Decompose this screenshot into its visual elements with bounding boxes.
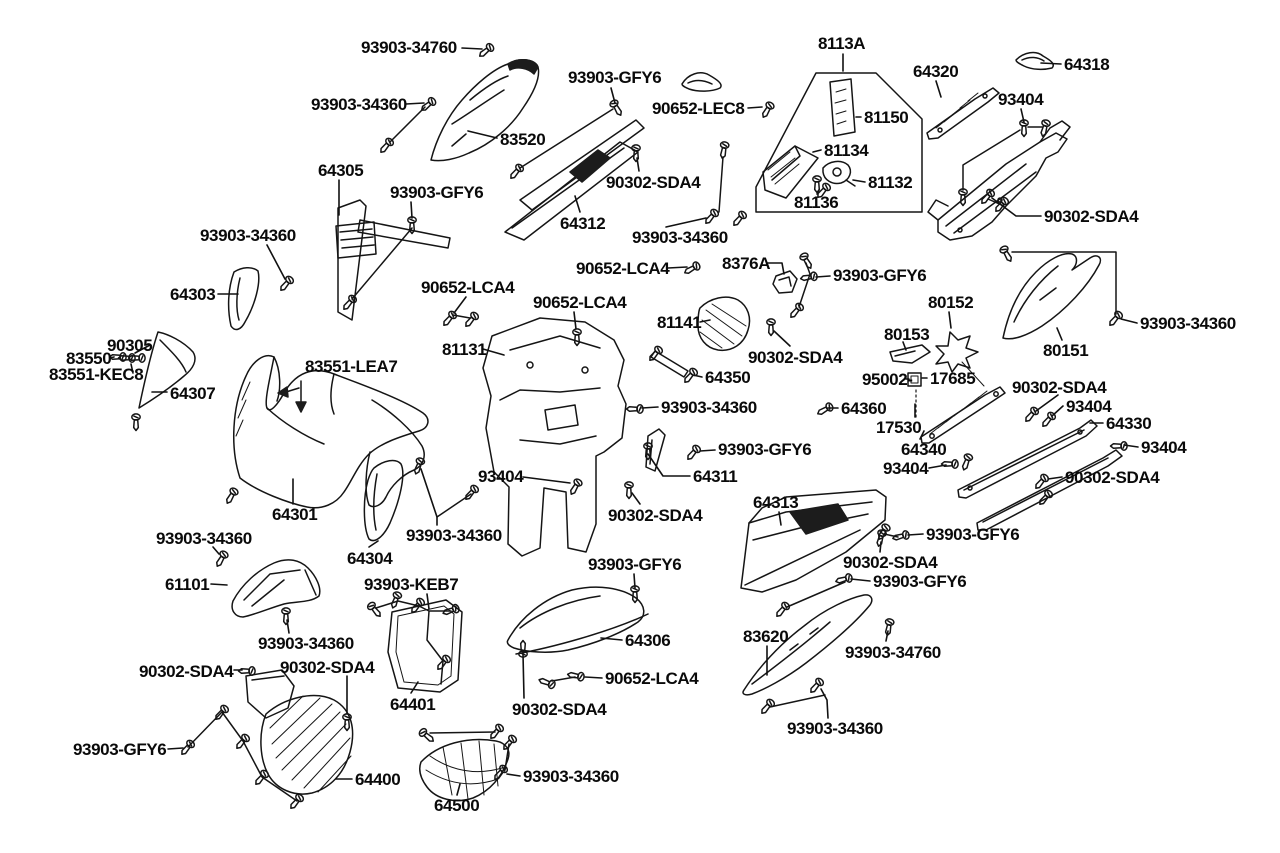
part-label: 90302-SDA4 (1065, 468, 1160, 487)
part-label: 90302-SDA4 (139, 662, 234, 681)
part-label: 93903-34360 (1140, 314, 1236, 333)
part-label: 93903-34360 (406, 526, 502, 545)
part-label: 64330 (1106, 414, 1152, 433)
part-label: 93404 (883, 459, 929, 478)
part-label: 83551-KEC8 (49, 365, 144, 384)
part-label: 90302-SDA4 (843, 553, 938, 572)
part-label: 93903-GFY6 (588, 555, 682, 574)
part-label: 64307 (170, 384, 216, 403)
part-label: 90302-SDA4 (512, 700, 607, 719)
part-label: 95002- (862, 370, 913, 389)
part-label: 80152 (928, 293, 974, 312)
part-label: 90652-LCA4 (421, 278, 515, 297)
part-label: 90302-SDA4 (1012, 378, 1107, 397)
part-label: 64303 (170, 285, 216, 304)
part-label: 64340 (901, 440, 947, 459)
part-label: 93404 (1141, 438, 1187, 457)
part-label: 81141 (657, 313, 702, 332)
part-label: 64360 (841, 399, 887, 418)
part-label: 83550 (66, 349, 112, 368)
part-label: 93404 (478, 467, 524, 486)
part-label: 90302-SDA4 (606, 173, 701, 192)
part-label: 90302-SDA4 (608, 506, 703, 525)
part-label: 93903-34360 (200, 226, 296, 245)
part-label: 90652-LCA4 (605, 669, 699, 688)
part-label: 8113A (818, 34, 866, 53)
part-label: 64304 (347, 549, 393, 568)
part-label: 8376A (722, 254, 771, 273)
part-label: 17530 (876, 418, 922, 437)
part-label: 93404 (998, 90, 1044, 109)
part-label: 61101 (165, 575, 210, 594)
part-label: 93903-34760 (845, 643, 941, 662)
part-label: 93903-34360 (311, 95, 407, 114)
part-label: 83520 (500, 130, 546, 149)
part-label: 90305 (107, 336, 153, 355)
part-label: 93903-GFY6 (73, 740, 167, 759)
part-label: 81131 (442, 340, 487, 359)
part-label: 64313 (753, 493, 799, 512)
part-label: 64301 (272, 505, 318, 524)
part-label: 80151 (1043, 341, 1089, 360)
part-label: 90302-SDA4 (1044, 207, 1139, 226)
part-label: 83620 (743, 627, 789, 646)
part-label: 64312 (560, 214, 606, 233)
part-label: 90302-SDA4 (280, 658, 375, 677)
part-label: 90652-LCA4 (576, 259, 670, 278)
part-label: 90652-LEC8 (652, 99, 745, 118)
part-label: 93903-34360 (156, 529, 252, 548)
part-label: 81136 (794, 193, 839, 212)
part-label: 93903-GFY6 (926, 525, 1020, 544)
part-label: 64320 (913, 62, 959, 81)
part-label: 93903-34360 (661, 398, 757, 417)
part-label: 93903-34760 (361, 38, 457, 57)
part-label: 93903-GFY6 (568, 68, 662, 87)
part-label: 64305 (318, 161, 364, 180)
part-label: 93903-KEB7 (364, 575, 459, 594)
part-label: 93903-34360 (632, 228, 728, 247)
part-label: 81134 (824, 141, 869, 160)
part-label: 93903-GFY6 (718, 440, 812, 459)
part-label: 93903-34360 (787, 719, 883, 738)
part-label: 93903-34360 (523, 767, 619, 786)
part-label: 64311 (693, 467, 738, 486)
part-label: 17685 (930, 369, 976, 388)
part-label: 64500 (434, 796, 480, 815)
part-label: 64350 (705, 368, 751, 387)
part-label: 64401 (390, 695, 436, 714)
part-label: 93903-GFY6 (833, 266, 927, 285)
part-label: 93903-34360 (258, 634, 354, 653)
part-label: 81132 (868, 173, 913, 192)
part-label: 64318 (1064, 55, 1110, 74)
part-label: 83551-LEA7 (305, 357, 398, 376)
part-label: 80153 (884, 325, 930, 344)
part-label: 93404 (1066, 397, 1112, 416)
part-label: 64306 (625, 631, 671, 650)
part-label: 93903-GFY6 (873, 572, 967, 591)
part-label: 90652-LCA4 (533, 293, 627, 312)
part-label: 90302-SDA4 (748, 348, 843, 367)
part-label: 93903-GFY6 (390, 183, 484, 202)
part-label: 64400 (355, 770, 401, 789)
part-label: 81150 (864, 108, 909, 127)
